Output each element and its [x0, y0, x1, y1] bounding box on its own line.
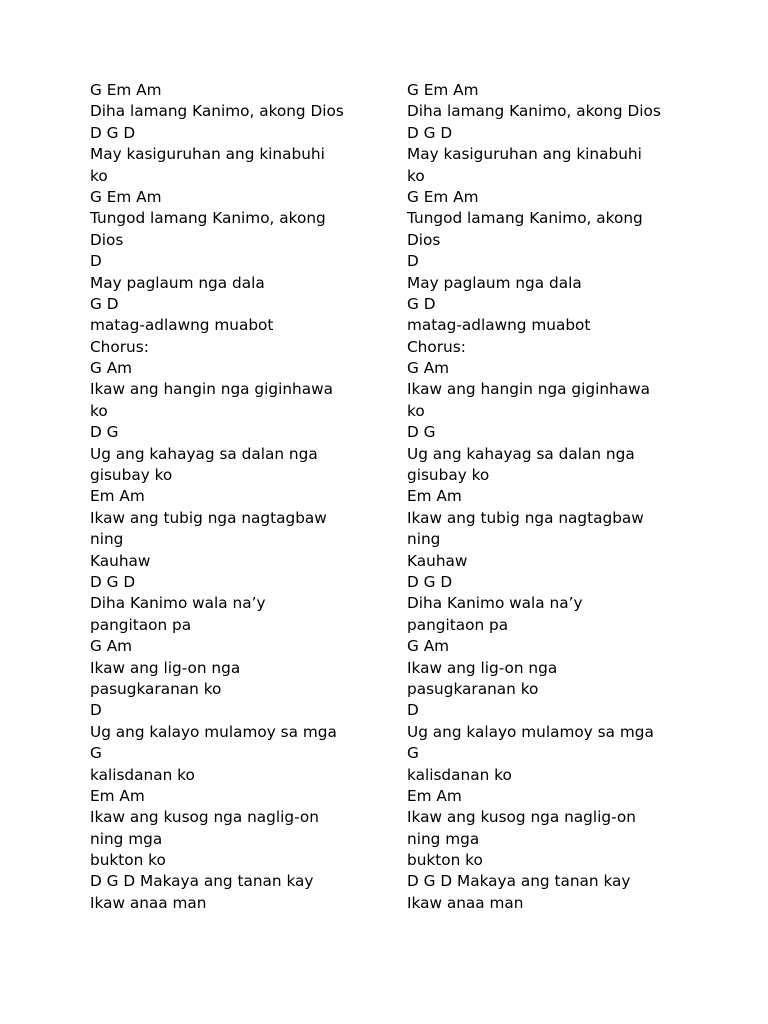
lyric-line: ko — [407, 166, 425, 185]
lyric-line: G D — [407, 294, 436, 313]
lyric-line: G Am — [407, 637, 450, 656]
lyric-line: Ikaw anaa man — [90, 893, 207, 912]
lyric-line: May kasiguruhan ang kinabuhi — [90, 145, 325, 164]
lyric-line: gisubay ko — [90, 466, 173, 485]
lyric-line: D G D — [90, 572, 136, 591]
lyric-line: pangitaon pa — [90, 615, 192, 634]
lyric-line: ko — [90, 401, 108, 420]
lyric-line: Ikaw ang lig-on nga — [407, 658, 558, 677]
lyric-line: May paglaum nga dala — [90, 273, 265, 292]
lyric-line: Dios — [407, 230, 441, 249]
lyric-line: G — [407, 744, 419, 763]
lyric-line: G Em Am — [90, 81, 162, 99]
lyric-line: Tungod lamang Kanimo, akong — [90, 209, 326, 228]
lyric-line: Ikaw ang kusog nga naglig-on — [407, 808, 636, 827]
lyric-line: bukton ko — [90, 851, 166, 870]
lyric-line: Em Am — [407, 786, 462, 805]
lyric-line: Em Am — [407, 487, 462, 506]
lyric-line: Ug ang kahayag sa dalan nga — [90, 444, 318, 463]
lyric-line: matag-adlawng muabot — [90, 316, 274, 335]
lyric-line: Chorus: — [90, 337, 149, 356]
lyric-line: D — [90, 252, 102, 271]
lyric-line: G Am — [90, 637, 133, 656]
lyric-line: G Em Am — [407, 81, 479, 99]
lyric-line: G Em Am — [407, 187, 479, 206]
lyric-line: Diha Kanimo wala na’y — [90, 594, 266, 613]
lyric-line: Diha lamang Kanimo, akong Dios — [90, 102, 344, 121]
lyric-line: Ikaw ang tubig nga nagtagbaw — [407, 508, 644, 527]
lyric-line: Ikaw ang hangin nga giginhawa — [407, 380, 650, 399]
lyric-line: Ikaw ang kusog nga naglig-on — [90, 808, 319, 827]
lyric-line: D — [90, 701, 102, 720]
lyric-line: Diha Kanimo wala na’y — [407, 594, 583, 613]
lyric-line: D — [407, 252, 419, 271]
lyric-line: Diha lamang Kanimo, akong Dios — [407, 102, 661, 121]
lyrics-column-right — [407, 80, 707, 914]
lyric-line: D G D Makaya ang tanan kay — [90, 872, 314, 891]
lyric-line: Chorus: — [407, 337, 466, 356]
lyric-line: D G — [90, 423, 119, 442]
lyric-line: ning mga — [90, 829, 163, 848]
lyric-line: ko — [90, 166, 108, 185]
lyric-line: Em Am — [90, 487, 145, 506]
lyric-line: ning mga — [407, 829, 480, 848]
lyric-line: kalisdanan ko — [90, 765, 195, 784]
lyric-line: D — [407, 701, 419, 720]
lyric-line: Ug ang kalayo mulamoy sa mga — [90, 722, 337, 741]
lyric-line: G D — [90, 294, 119, 313]
lyric-line: G Em Am — [90, 187, 162, 206]
lyric-line: D G D — [407, 123, 453, 142]
lyric-line: pangitaon pa — [407, 615, 509, 634]
lyric-line: G Am — [90, 359, 133, 378]
lyric-line: ko — [407, 401, 425, 420]
lyric-line: Ikaw anaa man — [407, 893, 524, 912]
lyric-line: D G D Makaya ang tanan kay — [407, 872, 631, 891]
lyric-line: pasugkaranan ko — [407, 679, 539, 698]
lyric-line: Ug ang kalayo mulamoy sa mga — [407, 722, 654, 741]
lyric-line: Ug ang kahayag sa dalan nga — [407, 444, 635, 463]
lyric-line: May paglaum nga dala — [407, 273, 582, 292]
lyric-line: Ikaw ang tubig nga nagtagbaw — [90, 508, 327, 527]
lyric-line: G — [90, 744, 102, 763]
lyric-line: Ikaw ang lig-on nga — [90, 658, 241, 677]
lyric-line: bukton ko — [407, 851, 483, 870]
lyric-line: D G D — [407, 572, 453, 591]
lyric-line: G Am — [407, 359, 450, 378]
lyric-line: Tungod lamang Kanimo, akong — [407, 209, 643, 228]
lyric-line: Kauhaw — [407, 551, 468, 570]
lyrics-column-left — [90, 80, 390, 914]
lyric-line: ning — [90, 530, 124, 549]
lyric-line: Dios — [90, 230, 124, 249]
lyric-line: ning — [407, 530, 441, 549]
lyric-line: Ikaw ang hangin nga giginhawa — [90, 380, 333, 399]
lyric-line: matag-adlawng muabot — [407, 316, 591, 335]
lyric-line: D G — [407, 423, 436, 442]
lyric-line: Kauhaw — [90, 551, 151, 570]
lyric-line: kalisdanan ko — [407, 765, 512, 784]
lyric-line: Em Am — [90, 786, 145, 805]
lyric-line: D G D — [90, 123, 136, 142]
lyric-line: May kasiguruhan ang kinabuhi — [407, 145, 642, 164]
lyric-line: gisubay ko — [407, 466, 490, 485]
lyric-line: pasugkaranan ko — [90, 679, 222, 698]
